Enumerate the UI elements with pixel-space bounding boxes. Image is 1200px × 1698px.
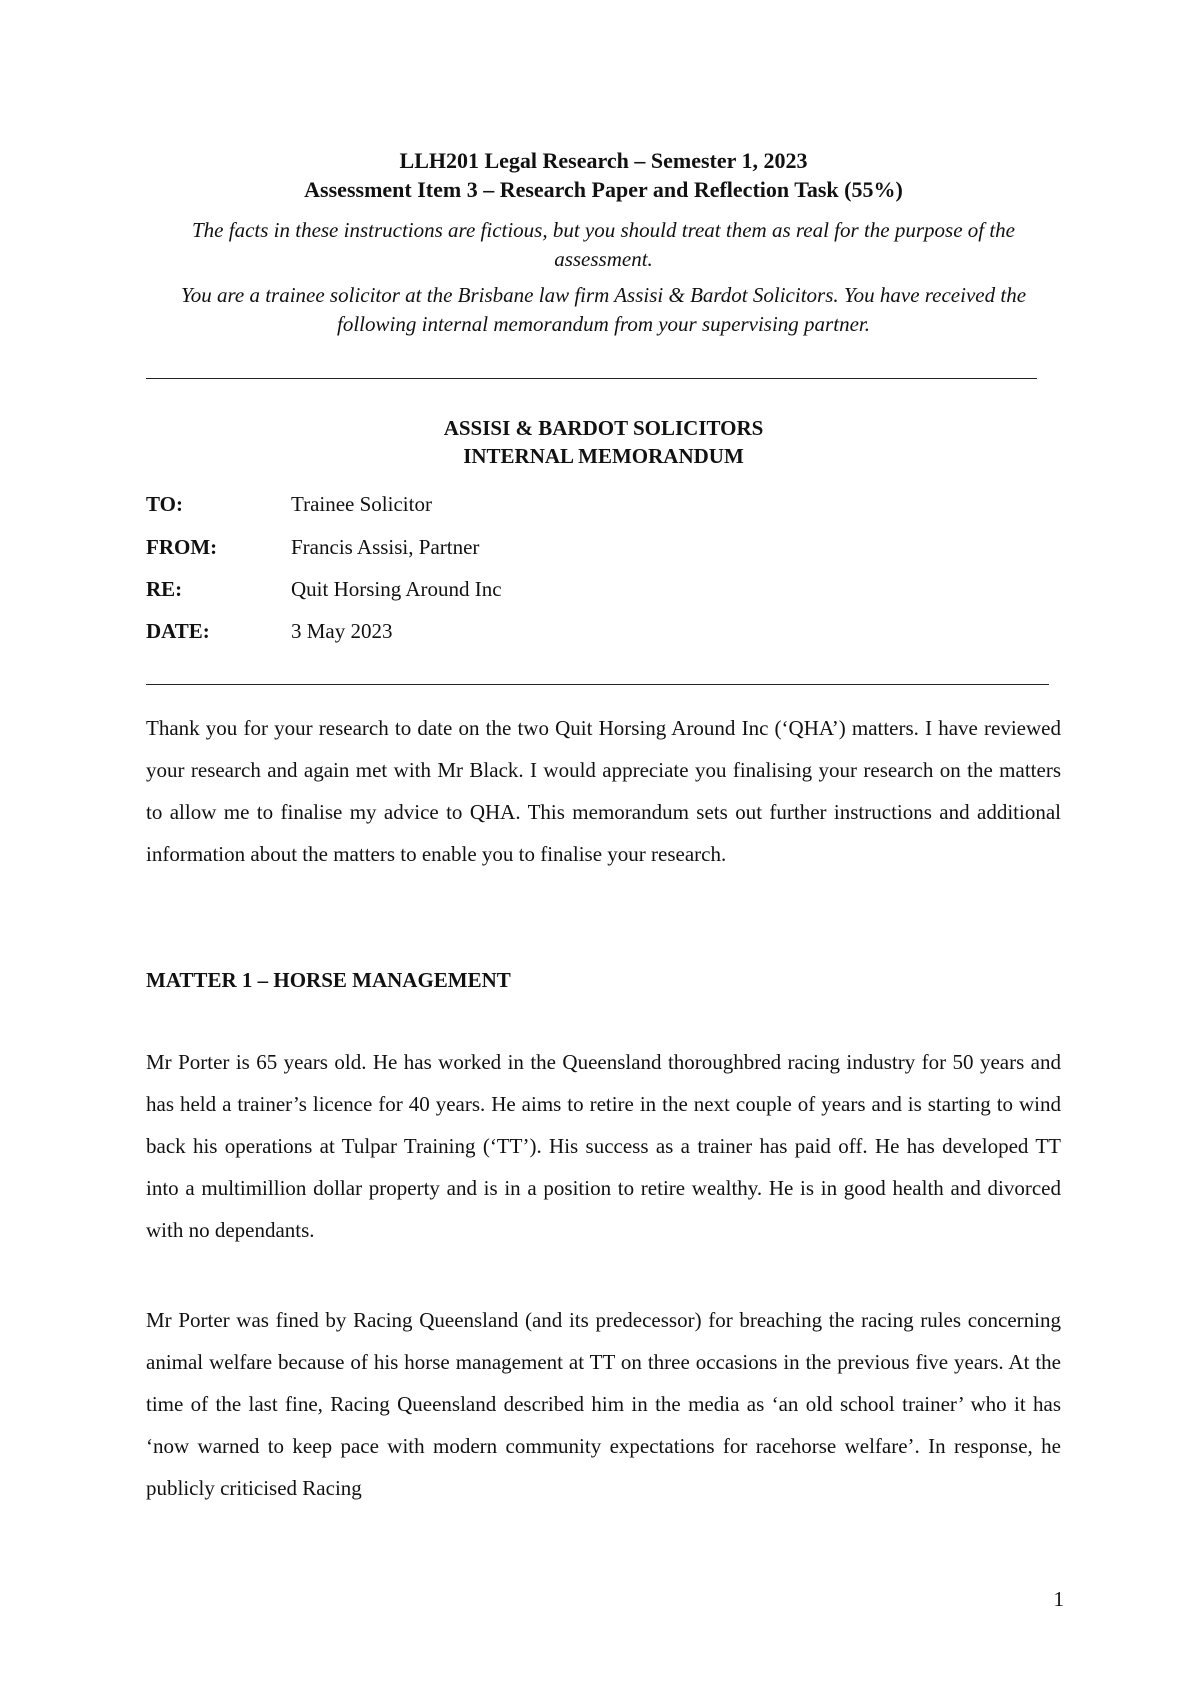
matter1-heading: MATTER 1 – HORSE MANAGEMENT	[146, 968, 511, 992]
firm-name: ASSISI & BARDOT SOLICITORS	[443, 416, 764, 440]
document-subtitle: Assessment Item 3 – Research Paper and Reflection Task (55%)	[304, 177, 903, 202]
memo-re-label: RE:	[146, 577, 183, 601]
memo-date-value: 3 May 2023	[291, 619, 393, 643]
fictitious-facts-note: The facts in these instructions are fictious, but you should treat them as real for the purpose of the assessment.	[191, 218, 1016, 271]
matter1-paragraph-2: Mr Porter was fined by Racing Queensland (and its predecessor) for breaching the racing rules concerning animal welfare because of his horse management at TT on three occasions in the previous five years. At the time of the last fine, Racing Queensland described him in the media as ‘an old school trainer’ who it has ‘now warned to keep pace with modern community expectations for racehorse welfare’. In response, he publicly criticised Racing	[146, 1308, 1061, 1500]
memo-header-divider	[146, 684, 1049, 685]
memo-from-row	[146, 532, 479, 562]
top-divider	[146, 378, 1037, 379]
memo-date-label: DATE:	[146, 619, 210, 643]
memo-to-label: TO:	[146, 492, 183, 516]
memo-to-value: Trainee Solicitor	[291, 492, 432, 516]
memo-from-value: Francis Assisi, Partner	[291, 535, 480, 559]
intro-paragraph: Thank you for your research to date on the two Quit Horsing Around Inc (‘QHA’) matters. I have reviewed your research and again met with Mr Black. I would appreciate you finalising your research on the matters to allow me to finalise my advice to QHA. This memorandum sets out further instructions and additional information about the matters to enable you to finalise your research.	[146, 716, 1061, 866]
page-number: 1	[1053, 1587, 1064, 1611]
memo-type: INTERNAL MEMORANDUM	[463, 444, 744, 468]
document-title: LLH201 Legal Research – Semester 1, 2023	[399, 148, 808, 173]
memo-to-row	[146, 489, 432, 519]
memo-from-label: FROM:	[146, 535, 218, 559]
memo-re-row	[146, 574, 502, 604]
memo-date-row	[146, 616, 393, 646]
matter1-paragraph-1: Mr Porter is 65 years old. He has worked in the Queensland thoroughbred racing industry for 50 years and has held a trainer’s licence for 40 years. He aims to retire in the next couple of years and is starting to wind back his operations at Tulpar Training (‘TT’). His success as a trainer has paid off. He has developed TT into a multimillion dollar property and is in a position to retire wealthy. He is in good health and divorced with no dependants.	[146, 1050, 1061, 1242]
memo-re-value: Quit Horsing Around Inc	[291, 577, 502, 601]
scenario-note: You are a trainee solicitor at the Brisbane law firm Assisi & Bardot Solicitors. You have received the following internal memorandum from your supervising partner.	[180, 283, 1027, 336]
